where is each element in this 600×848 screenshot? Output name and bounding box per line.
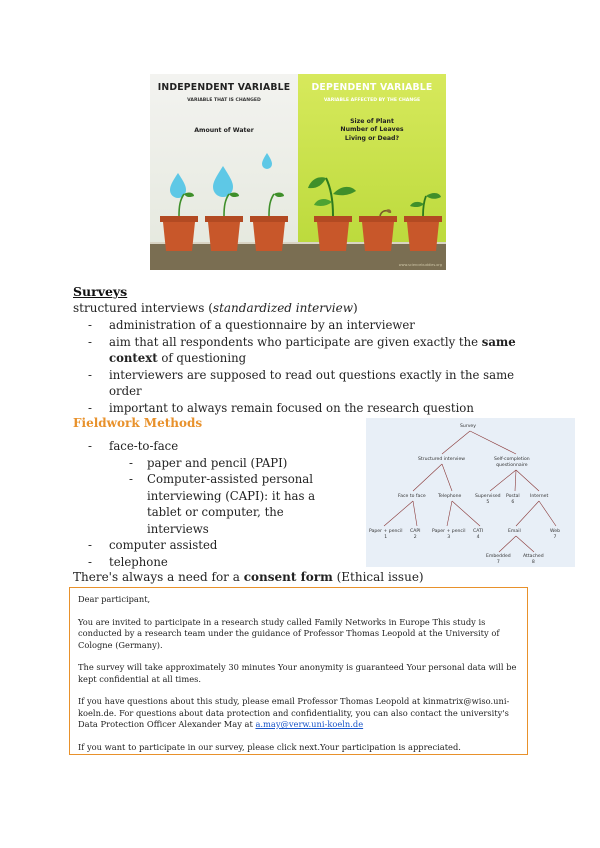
list-item: - computer assisted bbox=[88, 537, 358, 554]
tree-node-face-to-face: Face to face bbox=[398, 494, 426, 499]
pot-icon bbox=[308, 177, 356, 251]
fieldwork-heading: Fieldwork Methods bbox=[73, 416, 203, 430]
list-item: - paper and pencil (PAPI) bbox=[129, 455, 358, 472]
pot-icon bbox=[250, 193, 288, 251]
illustration-credit: www.sciencebuddies.org bbox=[398, 263, 442, 267]
dependent-title: DEPENDENT VARIABLE bbox=[311, 82, 433, 93]
pot-icon bbox=[160, 193, 198, 251]
tree-node-embedded: Embedded 7 bbox=[486, 554, 511, 565]
list-item: - aim that all respondents who participate are given exactly the same context of questioning bbox=[88, 334, 528, 367]
independent-title: INDEPENDENT VARIABLE bbox=[157, 82, 291, 93]
survey-methods-tree bbox=[366, 418, 575, 567]
tree-node-cati: CATI 4 bbox=[473, 529, 484, 540]
tree-node-paper-pencil-2: Paper + pencil 3 bbox=[432, 529, 466, 540]
independent-subtitle: VARIABLE THAT IS CHANGED bbox=[187, 98, 261, 103]
tree-node-internet: Internet bbox=[530, 494, 549, 499]
surveys-intro: structured interviews (standardized interview) bbox=[73, 301, 358, 315]
water-drop-icon bbox=[213, 166, 233, 197]
list-item: - interviewers are supposed to read out questions exactly in the same order bbox=[88, 367, 528, 400]
tree-node-telephone: Telephone bbox=[438, 494, 462, 499]
dependent-subtitle: VARIABLE AFFECTED BY THE CHANGE bbox=[323, 98, 421, 103]
tree-node-supervised: Supervised 5 bbox=[475, 494, 501, 505]
tree-node-survey: Survey bbox=[460, 424, 476, 429]
variables-illustration bbox=[150, 74, 446, 270]
tree-node-attached: Attached 8 bbox=[523, 554, 544, 565]
face-to-face-sublist bbox=[129, 455, 358, 538]
tree-node-web: Web 7 bbox=[550, 529, 561, 540]
consent-form-box bbox=[69, 587, 528, 755]
water-drop-icon bbox=[262, 153, 272, 169]
list-item: - important to always remain focused on the research question bbox=[88, 400, 528, 417]
tree-node-capi: CAPI 2 bbox=[410, 529, 421, 540]
consent-paragraph: The survey will take approximately 30 minutes Your anonymity is guaranteed Your personal data will be kept confidential at all times. bbox=[78, 662, 517, 684]
tree-connectors bbox=[366, 418, 575, 567]
tree-node-structured: Structured interview bbox=[418, 457, 466, 462]
pot-icon bbox=[359, 209, 397, 251]
list-item: - telephone bbox=[88, 554, 358, 571]
consent-note: There's always a need for a consent form (Ethical issue) bbox=[73, 570, 424, 584]
tree-node-paper-pencil: Paper + pencil 1 bbox=[369, 529, 403, 540]
fieldwork-bullet-list bbox=[88, 438, 358, 570]
list-item: - face-to-face - paper and pencil (PAPI) - Computer-assisted personal interviewing (CAPI): it has a tablet or computer, the interviews bbox=[88, 438, 358, 537]
list-item: - administration of a questionnaire by an interviewer bbox=[88, 317, 528, 334]
independent-label: Amount of Water bbox=[194, 127, 254, 134]
survey-bullet-list bbox=[88, 317, 528, 416]
dependent-labels: Size of Plant Number of Leaves Living or Dead? bbox=[340, 118, 404, 142]
dpo-email-link[interactable]: a.may@verw.uni-koeln.de bbox=[255, 719, 364, 729]
consent-paragraph: You are invited to participate in a research study called Family Networks in Europe This study is conducted by a research team under the guidance of Professor Thomas Leopold at the University of Cologne (Germany). bbox=[78, 616, 500, 650]
consent-paragraph: If you have questions about this study, please email Professor Thomas Leopold at kinmatrix@wiso.uni-koeln.de. For questions about data protection and confidentiality, you can also contact the university's Data Protection Officer Alexander May at a.may@verw.uni-koeln.de bbox=[78, 696, 510, 729]
pot-icon bbox=[404, 193, 442, 251]
list-item: - Computer-assisted personal interviewing (CAPI): it has a tablet or computer, the interviews bbox=[129, 471, 347, 537]
surveys-heading: Surveys bbox=[73, 284, 128, 299]
pot-icon bbox=[205, 193, 243, 251]
consent-paragraph: If you want to participate in our survey, please click next.Your participation is appreciated. bbox=[78, 741, 461, 752]
consent-greeting: Dear participant, bbox=[78, 594, 151, 604]
plants-svg bbox=[150, 74, 446, 270]
tree-node-email: Email bbox=[508, 529, 521, 534]
tree-node-self-completion: Self-completion questionnaire bbox=[494, 457, 530, 468]
tree-node-postal: Postal 6 bbox=[506, 494, 520, 505]
